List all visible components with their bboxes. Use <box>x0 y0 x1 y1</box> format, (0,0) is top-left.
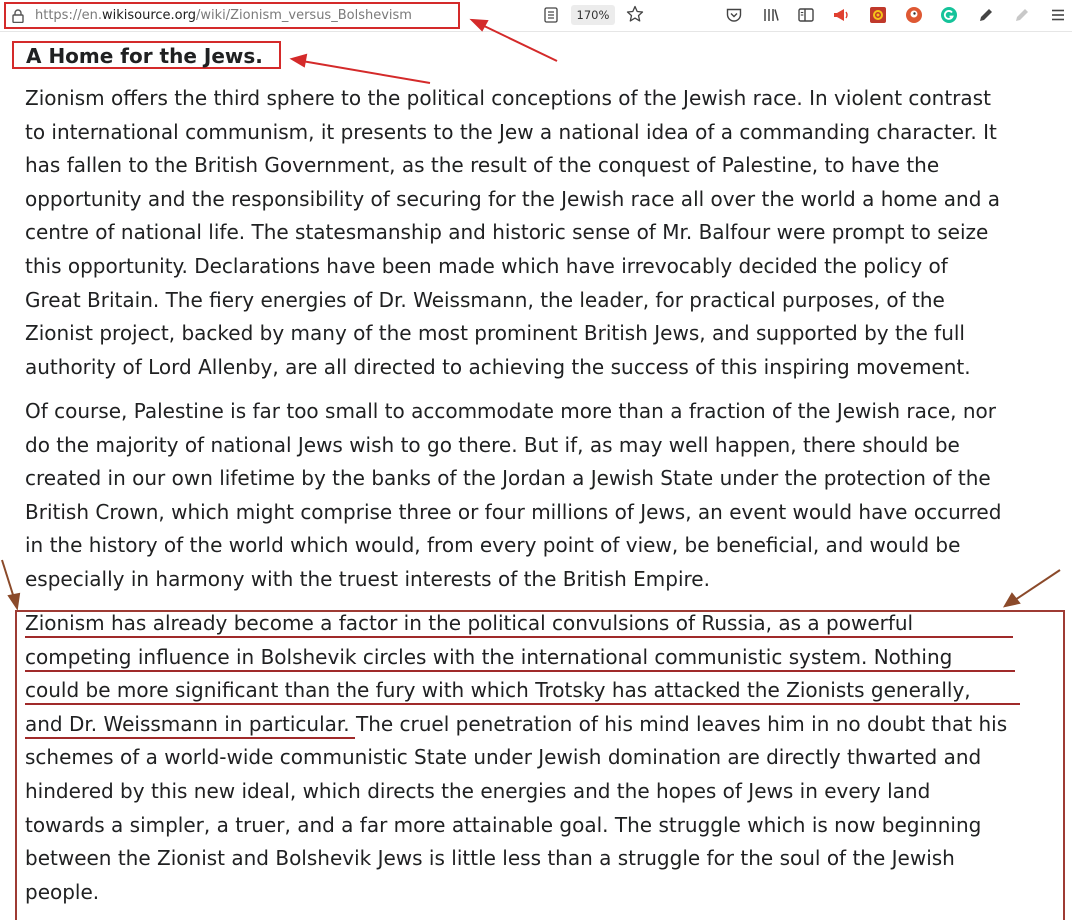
grammarly-icon[interactable] <box>940 6 958 24</box>
text-line: Great Britain. The fiery energies of Dr. Weissmann, the leader, for practical purposes, of the <box>25 287 945 312</box>
text-line: towards a simpler, a truer, and a far more attainable goal. The struggle which is now beginning <box>25 812 982 837</box>
text-line: Zionism has already become a factor in the political convulsions of Russia, as a powerful <box>25 611 914 635</box>
duckduckgo-icon[interactable] <box>905 6 923 24</box>
text-line: and Dr. Weissmann in particular. The cruel penetration of his mind leaves him in no doubt that his <box>25 711 1008 736</box>
paragraph-1 <box>25 82 1061 384</box>
text-line: in the history of the world which would, from every point of view, be beneficial, and would be <box>25 533 961 558</box>
text-line: do the majority of national Jews wish to go there. But if, as may well happen, there should be <box>25 432 960 457</box>
text-line: authority of Lord Allenby, are all directed to achieving the success of this inspiring movement. <box>25 354 971 379</box>
bookmark-star-icon[interactable] <box>626 5 644 23</box>
text-line: between the Zionist and Bolshevik Jews is little less than a struggle for the soul of the Jewish <box>25 846 955 871</box>
text-line: hindered by this new ideal, which directs the energies and the hopes of Jews in every land <box>25 778 931 803</box>
underline-annotation <box>25 670 1015 672</box>
heading-annotation-box <box>12 41 281 69</box>
paragraph-3 <box>25 607 1061 909</box>
text-line: has fallen to the British Government, as the result of the conquest of Palestine, to have the <box>25 153 940 178</box>
text-line: could be more significant than the fury with which Trotsky has attacked the Zionists generally, <box>25 678 971 703</box>
text-line: Zionist project, backed by many of the most prominent British Jews, and supported by the full <box>25 321 965 346</box>
text-line: created in our own lifetime by the banks of the Jordan a Jewish State under the protection of the <box>25 466 991 491</box>
text-line: people. <box>25 879 100 904</box>
article-page <box>0 32 1072 908</box>
pen-icon[interactable] <box>977 6 995 24</box>
menu-icon[interactable] <box>1049 6 1067 24</box>
text-line: to international communism, it presents to the Jew a national idea of a commanding character. It <box>25 119 997 144</box>
text-line: Zionism offers the third sphere to the political conceptions of the Jewish race. In violent contrast <box>25 86 991 110</box>
zoom-level-button[interactable]: 170% <box>571 5 615 25</box>
text-line: schemes of a world-wide communistic State under Jewish domination are directly thwarted and <box>25 745 982 770</box>
text-line: especially in harmony with the truest interests of the British Empire. <box>25 566 710 591</box>
text-line: opportunity and the responsibility of securing for the Jewish race all over the world a home and a <box>25 186 1001 211</box>
browser-toolbar <box>0 0 1072 32</box>
paragraph-2 <box>25 395 1061 597</box>
underline-annotation <box>25 737 355 739</box>
library-icon[interactable] <box>762 6 780 24</box>
sidebar-icon[interactable] <box>797 6 815 24</box>
pen-disabled-icon <box>1013 6 1031 24</box>
underline-annotation <box>25 703 1020 705</box>
megaphone-icon[interactable] <box>832 6 850 24</box>
extension-gear-icon[interactable] <box>869 6 887 24</box>
text-line: this opportunity. Declarations have been made which have irrevocably decided the policy of <box>25 253 948 278</box>
lock-icon <box>12 9 24 23</box>
underline-annotation <box>25 636 1013 638</box>
text-line: centre of national life. The statesmanship and historic sense of Mr. Balfour were prompt to seize <box>25 220 989 245</box>
reader-view-icon[interactable] <box>544 7 558 23</box>
url-bar[interactable] <box>4 2 460 29</box>
url-text[interactable]: https://en.wikisource.org/wiki/Zionism_versus_Bolshevism <box>35 8 412 23</box>
section-heading: A Home for the Jews. <box>26 44 263 68</box>
pocket-icon[interactable] <box>725 6 743 24</box>
text-line: British Crown, which might comprise three or four millions of Jews, an event would have occurred <box>25 499 1002 524</box>
text-line: Of course, Palestine is far too small to accommodate more than a fraction of the Jewish race, nor <box>25 399 997 423</box>
text-line: competing influence in Bolshevik circles with the international communistic system. Nothing <box>25 644 953 669</box>
